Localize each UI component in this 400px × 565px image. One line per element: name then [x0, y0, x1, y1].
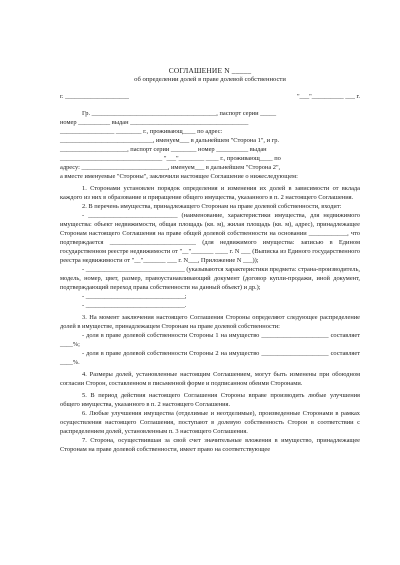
clause-2-item: - _______________________________;	[82, 293, 187, 300]
clause-2-item: - _______________________________ (указываются характеристики предмета: страна-производитель, модель, номер, цвет, размер, правоустанавливающий документ (договор купли-продажи, иной документ, подтверждающий переход права собственности на данный объект) и др.);	[60, 266, 360, 291]
document-subtitle: об определении долей в праве долевой собственности	[134, 76, 286, 83]
clause-3-item: - доля в праве долевой собственности Стороны 2 на имущество _____________________ составляет ____%.	[60, 350, 360, 366]
clause-2-item: - ____________________________ (наименование, характеристики имущества, для недвижимого имущества: объект недвижимости, общая площадь (кв. м), жилая площадь (кв. м), адрес), принадлежащее Сторонам настоящего Соглашения на праве общей долевой собственности на основании ____________, что подтверждается ___________________________ (для недвижимого имущества: записью в Едином государственном реестре недвижимости от "__"_______ ____ г. N ___ (Выписка из Единого государственного реестра недвижимости от "__"_______ ___ г. N___, Приложение N ___));	[60, 212, 360, 264]
clause-3-item: - доля в праве долевой собственности Стороны 1 на имущество _____________________ составляет ____%;	[60, 332, 360, 348]
intro-line: номер __________ выдан _____________________________________	[60, 119, 249, 126]
place-date-row	[60, 92, 360, 101]
clause-6: 6. Любые улучшения имущества (отделимые и неотделимые), произведенные Сторонами в рамках осуществления настоящего Соглашения, поступают в долевую собственность Сторон в соответствии с распределением долей, установленным п. 3 настоящего Соглашения.	[60, 410, 360, 435]
clause-5: 5. В период действия настоящего Соглашения Стороны вправе производить любые улучшения общего имущества, указанного в п. 2 настоящего Соглашения.	[60, 392, 360, 408]
clause-7: 7. Сторона, осуществившая за свой счет значительные вложения в имущество, принадлежащее Сторонам на праве долевой собственности, имеет право на соответствующее	[60, 437, 360, 453]
intro-line: _________________ ________ г., проживающ____ по адрес:	[60, 128, 223, 135]
clause-2-item: - _______________________________.	[82, 302, 187, 309]
clause-1: 1. Сторонами установлен порядок определения и изменения их долей в зависимости от вклада каждого из них в образование и приращение общего имущества, указанного в п. 2 настоящего Соглашения.	[60, 185, 360, 201]
date-field: "___"__________ ___ г.	[296, 93, 360, 100]
clause-3: 3. На момент заключения настоящего Соглашения Стороны определяют следующее распределение долей в имуществе, принадлежащем Сторонам на праве долевой собственности:	[60, 314, 360, 330]
intro-line: Гр. _______________________________________, паспорт серии _____	[82, 110, 277, 117]
parties-intro	[60, 109, 360, 181]
intro-line: а вместе именуемые "Стороны", заключили настоящее Соглашение о нижеследующем:	[60, 173, 298, 180]
intro-line: адресу: ___________________________, именуем___ в дальнейшем "Сторона 2",	[60, 164, 281, 171]
clause-2: 2. В перечень имущества, принадлежащего Сторонам на праве долевой собственности, входит:	[82, 203, 342, 210]
city-field: г. ____________________	[60, 93, 130, 100]
intro-line: _____________________________, именуем___ в дальнейшем "Сторона 1", и гр.	[60, 137, 280, 144]
document-title: СОГЛАШЕНИЕ N _____	[168, 66, 252, 75]
intro-line: ________________________________ "___"________ ____ г., проживающ____ по	[60, 155, 281, 162]
intro-line: _____________________, паспорт серии ________ номер __________ выдан	[60, 146, 267, 153]
clause-4: 4. Размеры долей, установленные настоящим Соглашением, могут быть изменены при обоюдном согласии Сторон, составленном в письменной форме и подписанном обеими Сторонами.	[60, 371, 360, 387]
